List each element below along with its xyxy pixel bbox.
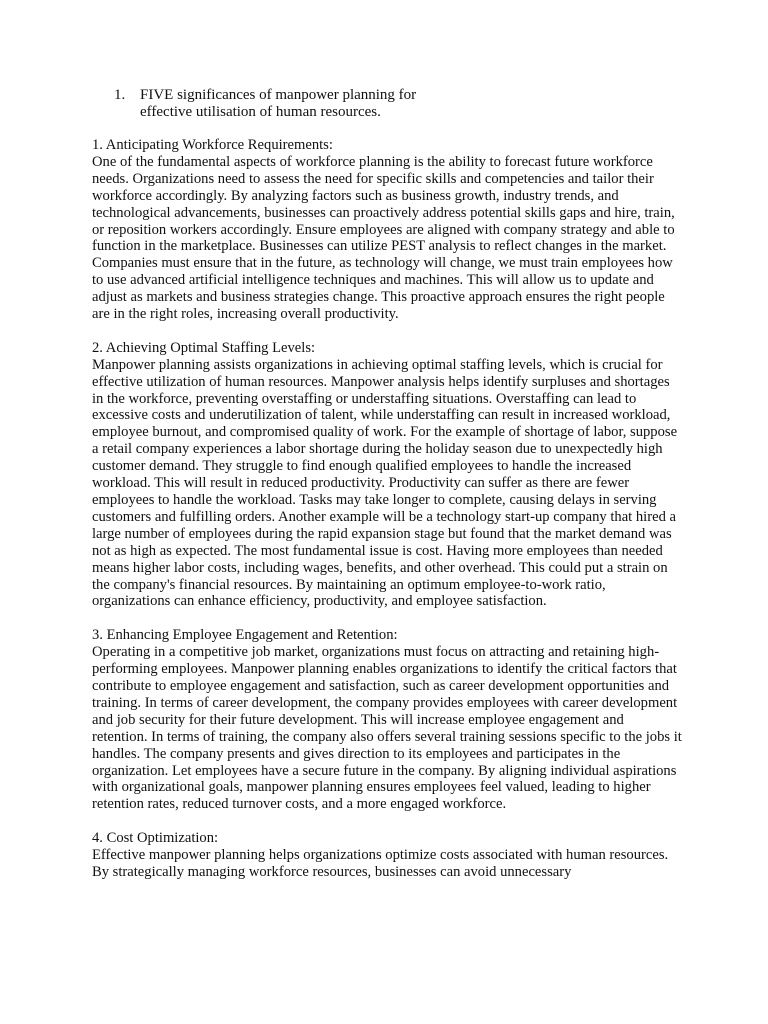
section-cost-optimization [92, 830, 682, 881]
section-title: 3. Enhancing Employee Engagement and Retention: [92, 627, 398, 644]
document-body [92, 137, 682, 898]
section-engagement-retention [92, 627, 682, 813]
section-paragraph: Operating in a competitive job market, organizations must focus on attracting and retaining high-performing employees. Manpower planning enables organizations to identify the critical factors that contribute to employee engagement and satisfaction, such as career development opportunities and training. In terms of career development, the company provides employees with career development and job security for their future development. This will increase employee engagement and retention. In terms of training, the company also offers several training sessions specific to the jobs it handles. The company presents and gives direction to its employees and participates in the organization. Let employees have a secure future in the company. By aligning individual aspirations with organizational goals, manpower planning ensures employees feel valued, leading to higher retention rates, reduced turnover costs, and a more engaged workforce. [92, 644, 682, 813]
section-title: 4. Cost Optimization: [92, 830, 219, 847]
section-paragraph: One of the fundamental aspects of workforce planning is the ability to forecast future workforce needs. Organizations need to assess the need for specific skills and competencies and tailor their workforce accordingly. By analyzing factors such as business growth, industry trends, and technological advancements, businesses can proactively address potential skills gaps and hire, train, or reposition workers accordingly. Ensure employees are aligned with company strategy and able to function in the marketplace. Businesses can utilize PEST analysis to reflect changes in the market. Companies must ensure that in the future, as technology will change, we must train employees how to use advanced artificial intelligence techniques and machines. This will allow us to update and adjust as markets and business strategies change. This proactive approach ensures the right people are in the right roles, increasing overall productivity. [92, 153, 675, 323]
list-number: 1. [114, 87, 126, 103]
section-optimal-staffing [92, 340, 682, 611]
numbered-heading [114, 87, 534, 121]
heading-line-1: FIVE significances of manpower planning for [140, 87, 417, 103]
section-title: 2. Achieving Optimal Staffing Levels: [92, 339, 316, 356]
section-paragraph: Effective manpower planning helps organizations optimize costs associated with human resources. By strategically managing workforce resources, businesses can avoid unnecessary [92, 847, 669, 880]
section-anticipating-workforce [92, 137, 682, 323]
section-paragraph: Manpower planning assists organizations in achieving optimal staffing levels, which is crucial for effective utilization of human resources. Manpower analysis helps identify surpluses and shortages in the workforce, preventing overstaffing or understaffing situations. Overstaffing can lead to excessive costs and underutilization of talent, while understaffing can result in increased workload, employee burnout, and compromised quality of work. For the example of shortage of labor, suppose a retail company experiences a labor shortage during the holiday season due to unexpectedly high customer demand. They struggle to find enough qualified employees to handle the increased workload. This will result in reduced productivity. Productivity can suffer as there are fewer employees to handle the workload. Tasks may take longer to complete, causing delays in serving customers and fulfilling orders. Another example will be a technology start-up company that hired a large number of employees during the rapid expansion stage but found that the market demand was not as high as expected. The most fundamental issue is cost. Having more employees than needed means higher labor costs, including wages, benefits, and other overhead. This could put a strain on the company's financial resources. By maintaining an optimum employee-to-work ratio, organizations can enhance efficiency, productivity, and employee satisfaction. [92, 356, 678, 610]
heading-line-2: effective utilisation of human resources. [140, 104, 381, 120]
section-title: 1. Anticipating Workforce Requirements: [92, 137, 333, 153]
